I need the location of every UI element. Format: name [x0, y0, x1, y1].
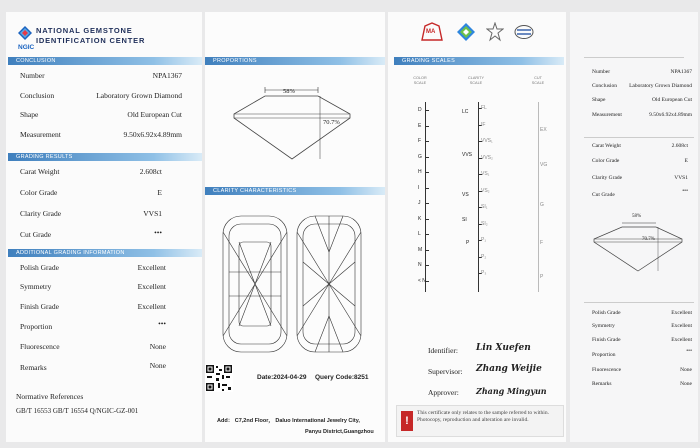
grading-section-bar: GRADING RESULTS — [8, 153, 202, 161]
color-scale-tick — [425, 234, 429, 235]
summary-bottom-divider — [584, 302, 694, 303]
color-scale-heading: COLOR SCALE — [413, 76, 427, 85]
summary-table-percent: 58% — [632, 214, 642, 219]
color-scale-tick — [425, 188, 429, 189]
color-grade-label: L — [418, 231, 421, 237]
row-label: Symmetry — [20, 282, 52, 291]
ngtc-logo-icon — [514, 24, 534, 40]
color-grade-label: M — [418, 246, 423, 253]
color-grade-label: J — [418, 200, 421, 206]
row-label: Number — [592, 69, 611, 75]
color-scale-tick — [425, 157, 429, 158]
clarity-fine-grade-label: FL — [481, 105, 487, 111]
color-grade-label: I — [418, 184, 420, 191]
clarity-group-label: LC — [462, 109, 469, 115]
row-value: ••• — [158, 319, 166, 328]
clarity-fine-grade-label: SI₂ — [481, 220, 488, 227]
row-value: Excellent — [671, 337, 692, 343]
clarity-fine-grade-label: SI₁ — [481, 204, 488, 210]
color-grade-label: N — [418, 262, 422, 268]
row-label: Finish Grade — [592, 337, 621, 343]
row-value: VVS1 — [143, 209, 162, 218]
row-label: Number — [20, 71, 45, 80]
ilac-star-logo-icon — [486, 22, 504, 42]
row-label: Shape — [592, 97, 606, 103]
cut-grade-label: G — [540, 202, 544, 208]
color-grade-label: D — [418, 107, 422, 113]
row-value: Laboratory Grown Diamond — [629, 83, 692, 89]
cut-scale-heading: CUT SCALE — [531, 76, 545, 85]
row-label: Clarity Grade — [20, 209, 62, 218]
cnas-logo-icon — [456, 22, 476, 42]
cut-scale-axis — [538, 102, 539, 292]
approver-signature: Zhang Mingyun — [476, 386, 547, 396]
summary-mid-divider — [584, 137, 694, 138]
address-line1: Add： C7,2nd Floor， Daluo International Jewelry City, — [217, 418, 360, 424]
identifier-label: Identifier: — [428, 346, 458, 355]
row-label: Remarks — [20, 363, 47, 372]
row-value: Excellent — [671, 323, 692, 329]
row-label: Cut Grade — [592, 192, 615, 198]
row-value: Excellent — [137, 263, 166, 272]
row-label: Shape — [20, 110, 39, 119]
supervisor-signature: Zhang Weijie — [476, 364, 542, 374]
row-value: NPA1367 — [152, 71, 182, 80]
row-value: Excellent — [671, 310, 692, 316]
normative-title: Normative References — [16, 392, 84, 401]
warning-icon: ! — [401, 411, 413, 431]
clarity-fine-grade-label: P₃ — [481, 270, 487, 276]
grading-scales-bar: GRADING SCALES — [394, 57, 564, 65]
disclaimer-box — [396, 405, 564, 437]
row-value: Excellent — [137, 302, 166, 311]
clarity-fine-grade-label: P₂ — [481, 253, 487, 260]
org-name-line2: IDENTIFICATION CENTER — [36, 36, 146, 45]
summary-panel — [570, 12, 698, 442]
identifier-signature: Lin Xuefen — [476, 343, 531, 353]
org-name-line1: NATIONAL GEMSTONE — [36, 26, 133, 35]
row-value: NPA1367 — [670, 69, 692, 75]
row-label: Color Grade — [592, 158, 620, 164]
normative-text: GB/T 16553 GB/T 16554 Q/NGIC-GZ-001 — [16, 407, 139, 415]
color-scale-tick — [425, 141, 429, 142]
clarity-group-label: SI — [462, 217, 467, 223]
clarity-fine-grade-label: VVS₂ — [481, 154, 493, 161]
clarity-section-bar: CLARITY CHARACTERISTICS — [205, 187, 385, 195]
clarity-fine-grade-label: VS₂ — [481, 187, 490, 194]
additional-section-bar: ADDITIONAL GRADING INFORMATION — [8, 249, 202, 257]
row-label: Fluorescence — [592, 367, 622, 373]
row-label: Carat Weight — [592, 143, 621, 149]
row-label: Conclusion — [592, 83, 618, 89]
address-line2: Panyu District,Guangzhou — [305, 429, 374, 435]
row-value: ••• — [686, 348, 692, 354]
color-grade-label: K — [418, 215, 422, 222]
row-value: None — [149, 342, 166, 351]
cma-logo-text: MA — [426, 29, 436, 35]
row-label: Finish Grade — [20, 302, 59, 311]
color-scale-tick — [425, 110, 429, 111]
cut-grade-label: P — [540, 274, 544, 280]
row-value: None — [680, 381, 692, 387]
row-label: Polish Grade — [592, 310, 621, 316]
row-value: ••• — [154, 228, 162, 237]
row-value: Laboratory Grown Diamond — [96, 91, 182, 100]
proportions-section-bar: PROPORTIONS — [205, 57, 385, 65]
summary-top-divider — [584, 57, 684, 58]
row-label: Fluorescence — [20, 342, 60, 351]
depth-percent-label: 70.7% — [323, 119, 340, 126]
row-value: VVS1 — [674, 175, 688, 181]
ngic-logo-icon — [18, 26, 32, 40]
query-code: Query Code:8251 — [315, 374, 369, 381]
row-value: 9.50x6.92x4.89mm — [123, 130, 182, 139]
color-grade-label: G — [418, 153, 422, 160]
scales-panel — [388, 12, 566, 442]
row-value: E — [157, 188, 162, 197]
clarity-fine-grade-label: IF — [481, 121, 486, 128]
clarity-fine-grade-label: VVS₁ — [481, 138, 493, 144]
color-grade-label: < N — [418, 277, 426, 284]
row-value: E — [684, 158, 688, 164]
clarity-group-label: VVS — [462, 152, 473, 158]
approver-label: Approver: — [428, 388, 459, 397]
clarity-group-label: VS — [462, 192, 469, 198]
row-value: Old European Cut — [127, 110, 182, 119]
row-label: Cut Grade — [20, 230, 52, 239]
row-label: Symmetry — [592, 323, 615, 329]
row-label: Proportion — [592, 352, 616, 358]
cut-grade-label: EX — [540, 127, 547, 133]
clarity-fine-grade-label: P₁ — [481, 237, 487, 243]
color-scale-tick — [425, 219, 429, 220]
row-label: Conclusion — [20, 91, 55, 100]
clarity-scale-heading: CLARITY SCALE — [467, 76, 485, 85]
report-date: Date:2024-04-29 — [257, 374, 307, 381]
row-value: None — [149, 361, 166, 370]
row-value: 2.608ct — [139, 167, 162, 176]
main-report-panel — [6, 12, 202, 442]
clarity-fine-grade-label: VS₁ — [481, 171, 490, 177]
clarity-group-label: P — [466, 240, 470, 246]
color-scale-axis — [425, 102, 426, 292]
cut-grade-label: VG — [540, 162, 548, 168]
row-label: Measurement — [20, 130, 61, 139]
clarity-plot-diagram — [219, 212, 369, 362]
color-scale-tick — [425, 126, 429, 127]
color-scale-tick — [425, 203, 429, 204]
table-percent-label: 58% — [283, 88, 295, 95]
row-label: Polish Grade — [20, 263, 59, 272]
color-scale-tick — [425, 265, 429, 266]
row-value: Old European Cut — [651, 97, 692, 103]
row-value: 9.50x6.92x4.89mm — [649, 112, 692, 118]
color-scale-tick — [425, 172, 429, 173]
color-grade-label: H — [418, 169, 422, 175]
summary-depth-percent: 70.7% — [642, 237, 655, 242]
clarity-scale-axis — [478, 102, 479, 292]
qr-code-icon — [205, 364, 233, 392]
color-grade-label: F — [418, 138, 422, 144]
brand-label: NGIC — [18, 44, 35, 51]
row-value: ••• — [682, 188, 688, 194]
row-label: Remarks — [592, 381, 612, 387]
proportions-diagram — [220, 84, 370, 164]
cut-grade-label: F — [540, 240, 544, 246]
color-scale-tick — [425, 250, 429, 251]
supervisor-label: Supervisor: — [428, 367, 463, 376]
row-label: Color Grade — [20, 188, 58, 197]
row-value: None — [680, 367, 692, 373]
row-label: Proportion — [20, 322, 53, 331]
summary-proportions-diagram — [590, 215, 690, 275]
row-label: Measurement — [592, 112, 622, 118]
row-value: 2.608ct — [671, 143, 688, 149]
row-value: Excellent — [137, 282, 166, 291]
color-grade-label: E — [418, 122, 422, 129]
conclusion-section-bar: CONCLUSION — [8, 57, 202, 65]
disclaimer-text: This certificate only relates to the sample referred to within. Photocopy, reproduction and alteration are invalid. — [417, 410, 549, 423]
row-label: Carat Weight — [20, 167, 60, 176]
row-label: Clarity Grade — [592, 175, 623, 181]
diagram-panel — [205, 12, 385, 442]
